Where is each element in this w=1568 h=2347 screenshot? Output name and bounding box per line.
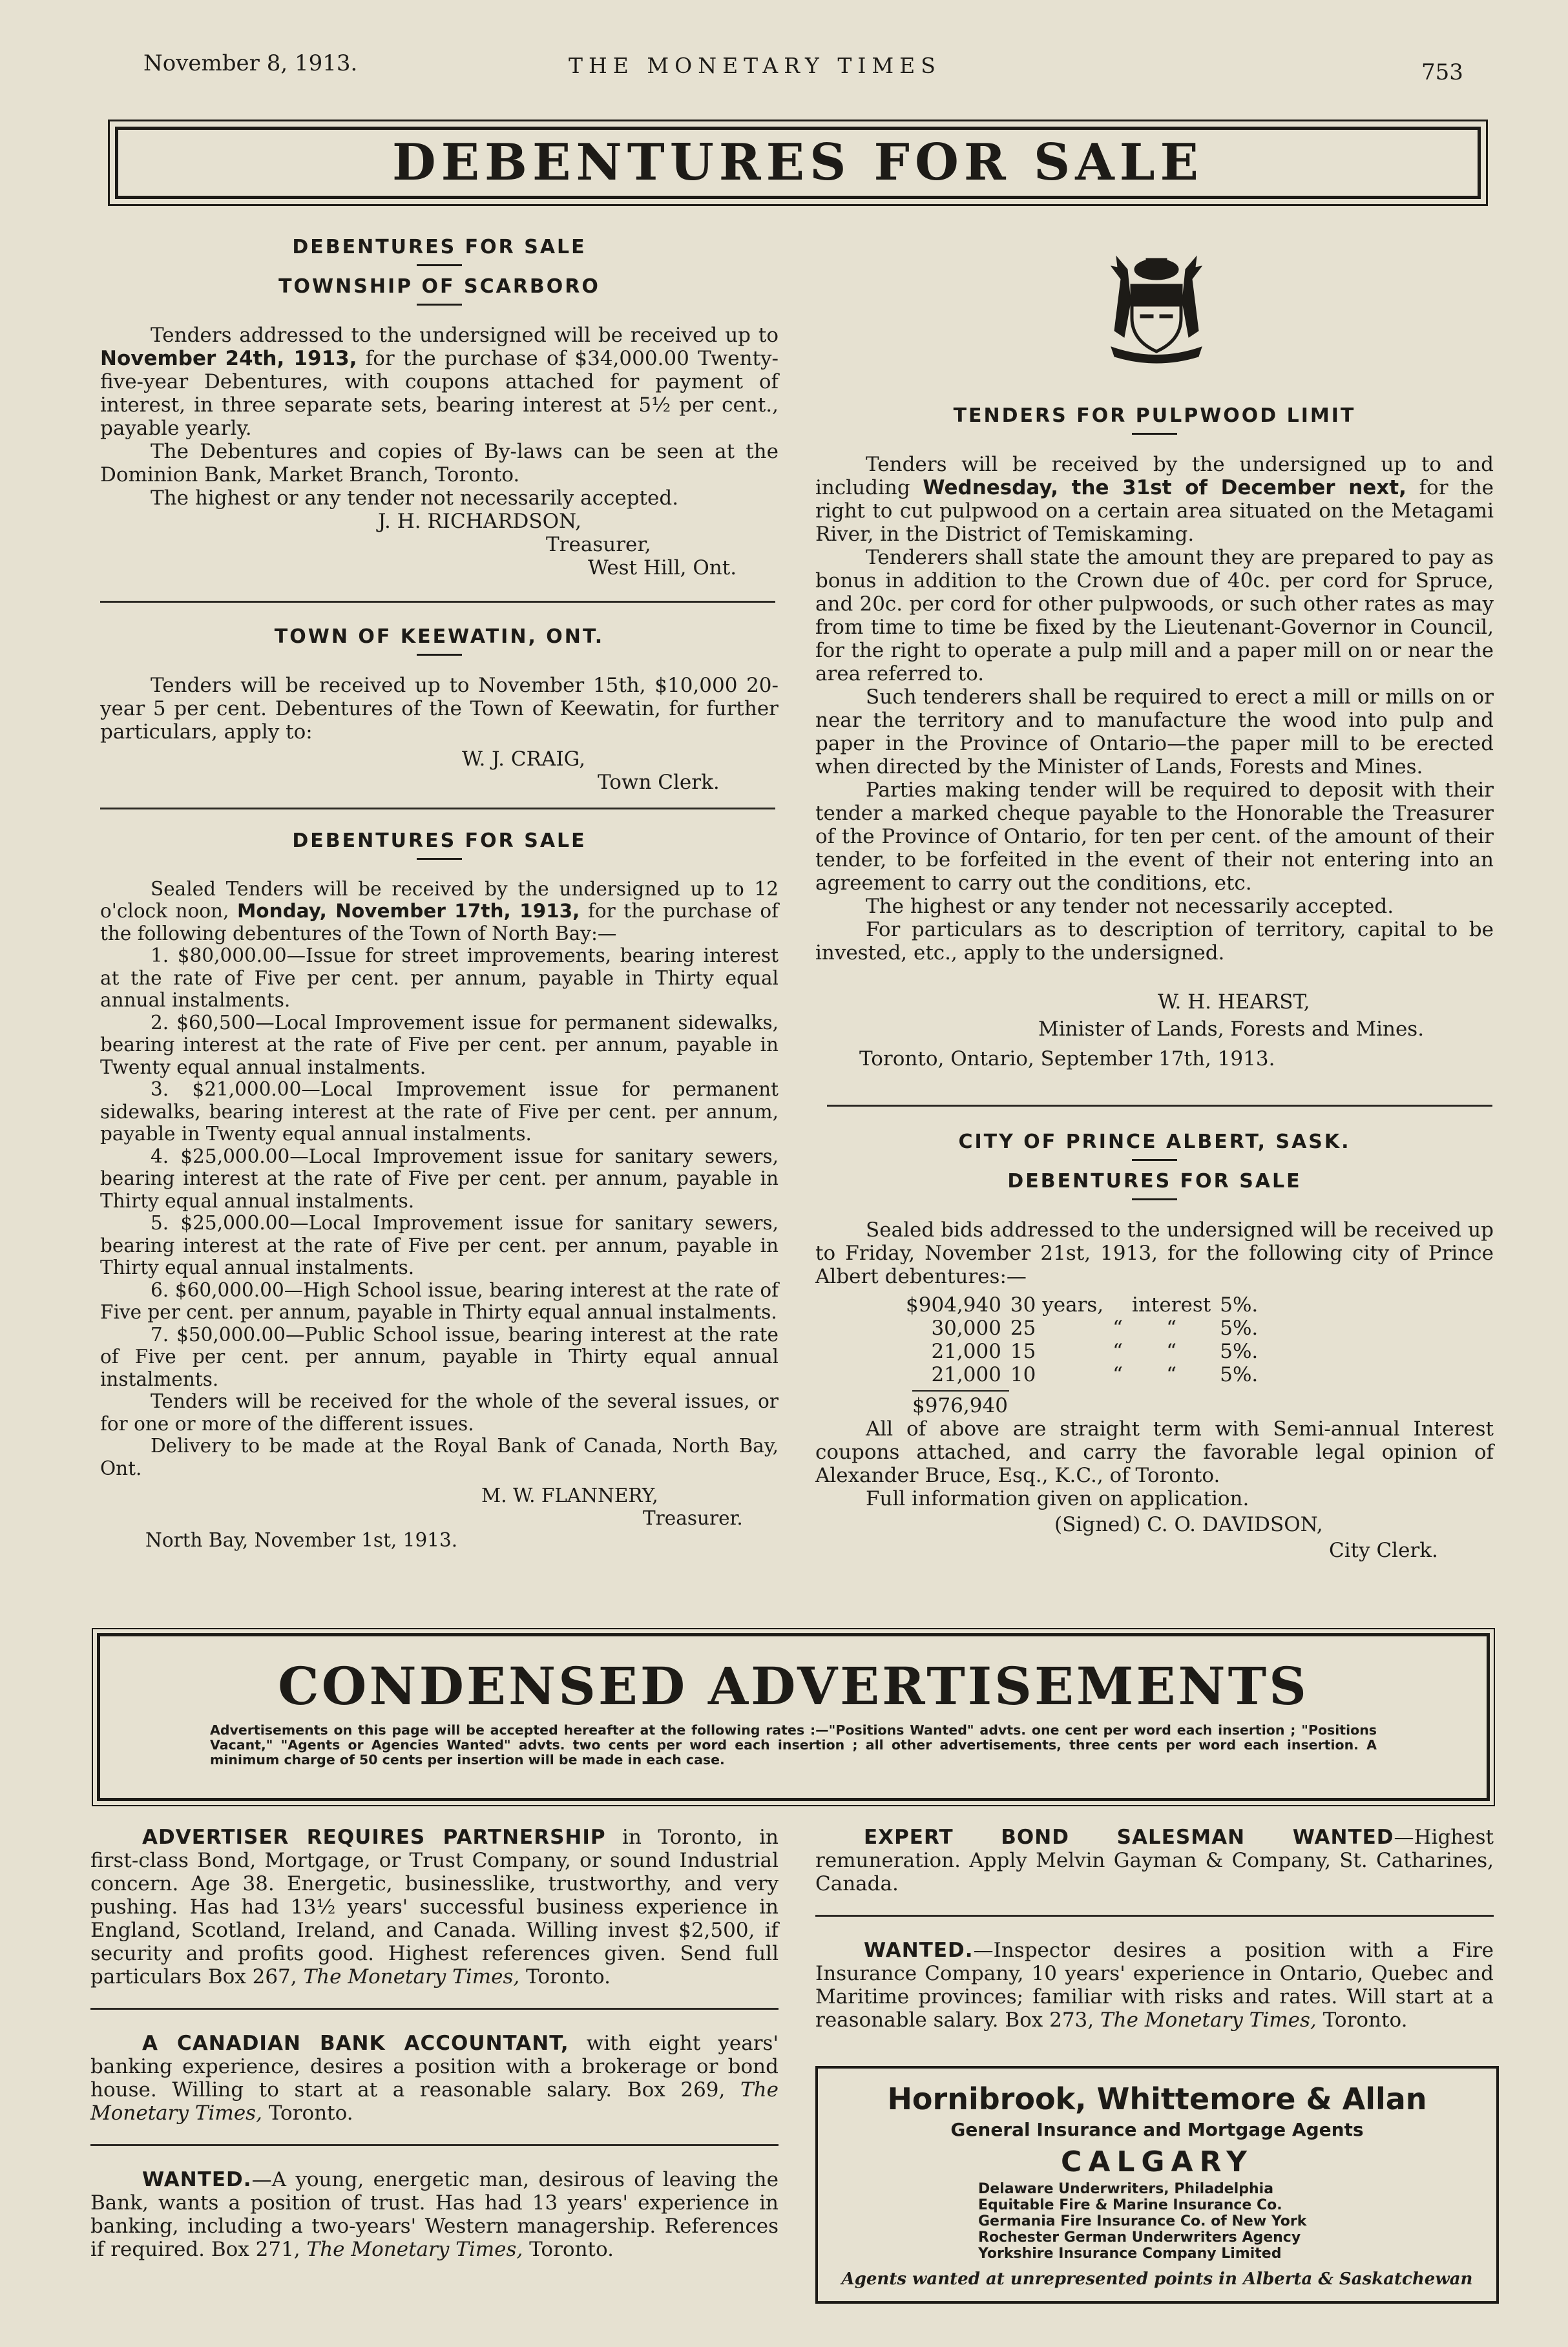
pulpwood-p1-c: for the right to cut pulpwood on a certain area situated on the Metagami River, in the District of Temiskaming.: [815, 476, 1494, 546]
running-header-date: November 8, 1913.: [143, 50, 358, 76]
years-cell: 10: [1010, 1363, 1036, 1386]
northbay-item: 7. $50,000.00—Public School issue, bearing interest at the rate of Five per cent. per annum, payable in Thirty equal annual instalments.: [100, 1323, 779, 1390]
divider-dash: [417, 858, 462, 860]
scarboro-sig-place: West Hill, Ont.: [588, 556, 737, 579]
pulpwood-p1-a: Tenders will be received by the undersigned up to and including: [815, 453, 1494, 499]
scarboro-sig-name: J. H. RICHARDSON,: [378, 510, 582, 533]
ad-lead: EXPERT BOND SALESMAN WANTED: [864, 1826, 1394, 1849]
ad-body: —Highest remuneration. Apply Melvin Gayman & Company, St. Catharines, Canada.: [815, 1826, 1494, 1895]
years-cell: 15: [1010, 1340, 1036, 1363]
ad-accountant: [90, 2032, 779, 2125]
northbay-sig-name: M. W. FLANNERY,: [481, 1485, 658, 1507]
total-rule: [912, 1390, 1009, 1392]
divider-dash: [417, 654, 462, 656]
pulpwood-sig-place-date: Toronto, Ontario, September 17th, 1913.: [859, 1047, 1275, 1070]
years-cell: 25: [1010, 1317, 1036, 1340]
ad-separator: [90, 2008, 779, 2010]
company-item: Delaware Underwriters, Philadelphia: [978, 2181, 1274, 2197]
years-cell: 30 years,: [1010, 1293, 1104, 1317]
debenture-total: $976,940: [912, 1394, 1008, 1417]
ads-right-column: [815, 1826, 1494, 2032]
hornibrook-ad: [815, 2066, 1499, 2304]
pulpwood-p2: Tenderers shall state the amount they are prepared to pay as bonus in addition to the Crown due of 40c. per cord for Spruce, and 20c. per cord for other pulpwoods, or such other rates as may from time to time be fixed by the Lieutenant-Governor in Council, for the right to operate a pulp mill and a paper mill on or near the area referred to.: [815, 546, 1494, 685]
northbay-item: 6. $60,000.00—High School issue, bearing interest at the rate of Five per cent. per annum, payable in Thirty equal annual instalments.: [100, 1278, 779, 1323]
section-rule: [827, 1105, 1492, 1107]
keewatin-p1: Tenders will be received up to November 15th, $10,000 20-year 5 per cent. Debentures of the Town of Keewatin, for further particulars, apply to:: [100, 674, 779, 744]
ad-publication: The Monetary Times,: [1100, 2008, 1317, 2032]
amount-cell: 30,000: [931, 1317, 1001, 1340]
pulpwood-sig-title: Minister of Lands, Forests and Mines.: [1038, 1017, 1425, 1041]
northbay-item: 5. $25,000.00—Local Improvement issue for sanitary sewers, bearing interest at the rate of Five per cent. per annum, payable in Thirty equal annual instalments.: [100, 1212, 779, 1278]
scarboro-p2: The Debentures and copies of By-laws can be seen at the Dominion Bank, Market Branch, Toronto.: [100, 440, 779, 486]
ad-body: —A young, energetic man, desirous of leaving the Bank, wants a position of trust. Has had 13 years' experience in banking, including a two-years' Western managership. References if required. Box 271,: [90, 2168, 779, 2261]
pulpwood-p3: Such tenderers shall be required to erect a mill or mills on or near the territory and to manufacture the wood into pulp and paper in the Province of Ontario—the paper mill to be erected when directed by the Minister of Lands, Forests and Mines.: [815, 685, 1494, 778]
label-cell: “: [1166, 1363, 1177, 1386]
ontario-coat-of-arms: [1092, 240, 1221, 370]
ad-inspector: [815, 1939, 1494, 2032]
condensed-rates: Advertisements on this page will be accepted hereafter at the following rates :—"Positions Wanted" advts. one cent per word each insertion ; "Positions Vacant," "Agents or Agencies Wanted" advts. two cents per word each insertion ; all other advertisements, three cents per word each insertion. A minimum charge of 50 cents per insertion will be made in each case.: [210, 1722, 1377, 1768]
condensed-box: [97, 1633, 1490, 1801]
northbay-item: 4. $25,000.00—Local Improvement issue for sanitary sewers, bearing interest at the rate of Five per cent. per annum, payable in Thirty equal annual instalments.: [100, 1145, 779, 1212]
running-header-publication: THE MONETARY TIMES: [569, 53, 941, 78]
table-row: [906, 1363, 1267, 1386]
rate-cell: 5%.: [1220, 1317, 1259, 1340]
page-number: 753: [1421, 59, 1463, 85]
company-item: Yorkshire Insurance Company Limited: [978, 2246, 1282, 2262]
table-row: [906, 1340, 1267, 1363]
ad-lead: WANTED.: [864, 1939, 974, 1962]
scarboro-sig-title: Treasurer,: [546, 533, 651, 556]
scarboro-notice: [100, 236, 779, 579]
table-row: [906, 1317, 1267, 1340]
pulpwood-p6: For particulars as to description of territory, capital to be invested, etc., apply to the undersigned.: [815, 918, 1494, 965]
keewatin-sig-title: Town Clerk.: [598, 771, 720, 794]
northbay-heading: DEBENTURES FOR SALE: [292, 829, 587, 852]
company-item: Rochester German Underwriters Agency: [978, 2229, 1301, 2246]
northbay-p3: Delivery to be made at the Royal Bank of Canada, North Bay, Ont.: [100, 1435, 779, 1479]
table-row: [906, 1293, 1267, 1317]
unit-cell: “: [1113, 1317, 1124, 1340]
divider-dash: [1132, 1198, 1177, 1200]
pulpwood-p5: The highest or any tender not necessarily accepted.: [866, 895, 1394, 918]
hornibrook-subtitle: General Insurance and Mortgage Agents: [950, 2119, 1364, 2140]
banner-frame: [115, 127, 1481, 199]
ad-separator: [815, 1915, 1494, 1917]
company-item: Germania Fire Insurance Co. of New York: [978, 2213, 1307, 2229]
hornibrook-footer: Agents wanted at unrepresented points in Alberta & Saskatchewan: [841, 2269, 1473, 2289]
divider-dash: [417, 304, 462, 306]
amount-cell: $904,940: [906, 1293, 1001, 1317]
hornibrook-name: Hornibrook, Whittemore & Allan: [887, 2081, 1427, 2116]
keewatin-heading: TOWN OF KEEWATIN, ONT.: [274, 625, 605, 648]
northbay-notice: [100, 830, 779, 1552]
pulpwood-heading: TENDERS FOR PULPWOOD LIMIT: [953, 404, 1356, 427]
keewatin-notice: [100, 625, 779, 794]
northbay-p2: Tenders will be received for the whole of the several issues, or for one or more of the different issues.: [100, 1390, 779, 1435]
ad-bond-salesman: [815, 1826, 1494, 1895]
ad-lead: A CANADIAN BANK ACCOUNTANT,: [142, 2032, 569, 2055]
hornibrook-city: CALGARY: [1061, 2145, 1253, 2178]
amount-cell: 21,000: [931, 1363, 1001, 1386]
section-rule: [100, 808, 775, 809]
scarboro-p1-c: for the purchase of $34,000.00 Twenty-five-year Debentures, with coupons attached for payment of interest, in three separate sets, bearing interest at 5½ per cent., payable yearly.: [100, 347, 779, 440]
label-cell: “: [1166, 1317, 1177, 1340]
prince-albert-p3: Full information given on application.: [866, 1487, 1249, 1510]
ad-tail: Toronto.: [262, 2102, 353, 2125]
label-cell: “: [1166, 1340, 1177, 1363]
hornibrook-companies: [978, 2181, 1496, 2262]
northbay-sig-title: Treasurer.: [643, 1507, 743, 1529]
amount-cell: 21,000: [931, 1340, 1001, 1363]
ad-body: —Inspector desires a position with a Fire Insurance Company, 10 years' experience in Ontario, Quebec and Maritime provinces; familiar with risks and rates. Will start at a reasonable salary. Box 273,: [815, 1939, 1494, 2032]
ad-tail: Toronto.: [1316, 2008, 1408, 2032]
condensed-title: CONDENSED ADVERTISEMENTS: [278, 1656, 1309, 1716]
pulpwood-deadline: Wednesday, the 31st of December next,: [923, 476, 1406, 499]
unit-cell: [1113, 1293, 1132, 1317]
scarboro-p1-a: Tenders addressed to the undersigned will be received up to: [151, 324, 779, 347]
ad-lead: WANTED.: [142, 2168, 252, 2191]
ad-publication: The Monetary Times,: [306, 2238, 523, 2261]
northbay-sig-place-date: North Bay, November 1st, 1913.: [145, 1529, 458, 1551]
unit-cell: “: [1113, 1363, 1124, 1386]
divider-dash: [417, 264, 462, 266]
scarboro-p3: The highest or any tender not necessarily accepted.: [151, 486, 679, 510]
pulpwood-p4: Parties making tender will be required to deposit with their tender a marked cheque payable to the Honorable the Treasurer of the Province of Ontario, for ten per cent. of the amount of their tender, to be forfeited in the event of their not entering into an agreement to carry out the conditions, etc.: [815, 778, 1494, 895]
divider-dash: [1132, 1159, 1177, 1161]
northbay-item: 2. $60,500—Local Improvement issue for permanent sidewalks, bearing interest at the rate of Five per cent. per annum, payable in Twenty equal annual instalments.: [100, 1011, 779, 1078]
ad-young-man: [90, 2168, 779, 2261]
prince-albert-p2: All of above are straight term with Semi-annual Interest coupons attached, and carry the favorable legal opinion of Alexander Bruce, Esq., K.C., of Toronto.: [815, 1417, 1494, 1487]
rate-cell: 5%.: [1220, 1363, 1259, 1386]
ad-lead: ADVERTISER REQUIRES PARTNERSHIP: [142, 1826, 606, 1849]
prince-albert-sig-title: City Clerk.: [1329, 1539, 1438, 1562]
pulpwood-sig-name: W. H. HEARST,: [1158, 990, 1310, 1014]
ad-publication: The Monetary Times,: [303, 1965, 520, 1988]
banner-title: DEBENTURES FOR SALE: [392, 133, 1204, 192]
pulpwood-notice: [815, 404, 1494, 1070]
scarboro-subheading: TOWNSHIP OF SCARBORO: [278, 275, 600, 298]
section-rule: [100, 601, 775, 603]
unit-cell: “: [1113, 1340, 1124, 1363]
ad-tail: Toronto.: [523, 2238, 614, 2261]
ad-body: in Toronto, in first-class Bond, Mortgage, or Trust Company, or sound Industrial concern. Age 38. Energetic, businesslike, trustworthy, and very pushing. Has had 13½ years' successful business experience in England, Scotland, Ireland, and Canada. Willing invest $2,500, if security and profits good. Highest references given. Send full particulars Box 267,: [90, 1826, 779, 1988]
ad-tail: Toronto.: [519, 1965, 611, 1988]
rate-cell: 5%.: [1220, 1293, 1259, 1317]
northbay-deadline: Monday, November 17th, 1913,: [236, 900, 580, 922]
northbay-item: 3. $21,000.00—Local Improvement issue for permanent sidewalks, bearing interest at the rate of Five per cent. per annum, payable in Twenty equal annual instalments.: [100, 1078, 779, 1145]
scarboro-heading: DEBENTURES FOR SALE: [292, 236, 587, 258]
prince-albert-heading: CITY OF PRINCE ALBERT, SASK.: [958, 1131, 1351, 1153]
ad-partnership: [90, 1826, 779, 1988]
coat-of-arms-icon: [1092, 240, 1221, 370]
prince-albert-notice: [815, 1131, 1494, 1562]
northbay-p1-a: Sealed Tenders will be received by the undersigned up to 12 o'clock noon,: [100, 877, 779, 922]
divider-dash: [1132, 433, 1177, 435]
keewatin-sig-name: W. J. CRAIG,: [462, 747, 586, 771]
prince-albert-p1: Sealed bids addressed to the undersigned will be received up to Friday, November 21st, 1913, for the following city of Prince Albert debentures:—: [815, 1218, 1494, 1288]
ad-separator: [90, 2144, 779, 2146]
ads-left-column: [90, 1826, 779, 2261]
ad-body: with eight years' banking experience, desires a position with a brokerage or bond house. Willing to start at a reasonable salary. Box 269,: [90, 2032, 779, 2102]
ad-publication: The Monetary Times,: [90, 2078, 779, 2125]
debenture-table: [906, 1293, 1267, 1386]
label-cell: interest: [1132, 1293, 1211, 1317]
prince-albert-subheading: DEBENTURES FOR SALE: [1007, 1170, 1302, 1193]
northbay-p1-c: for the purchase of the following debentures of the Town of North Bay:—: [100, 900, 779, 944]
rate-cell: 5%.: [1220, 1340, 1259, 1363]
scarboro-deadline: November 24th, 1913,: [100, 347, 357, 370]
northbay-item: 1. $80,000.00—Issue for street improvements, bearing interest at the rate of Five per cent. per annum, payable in Thirty equal annual instalments.: [100, 944, 779, 1011]
prince-albert-sig: (Signed) C. O. DAVIDSON,: [1054, 1513, 1323, 1536]
company-item: Equitable Fire & Marine Insurance Co.: [978, 2197, 1282, 2213]
